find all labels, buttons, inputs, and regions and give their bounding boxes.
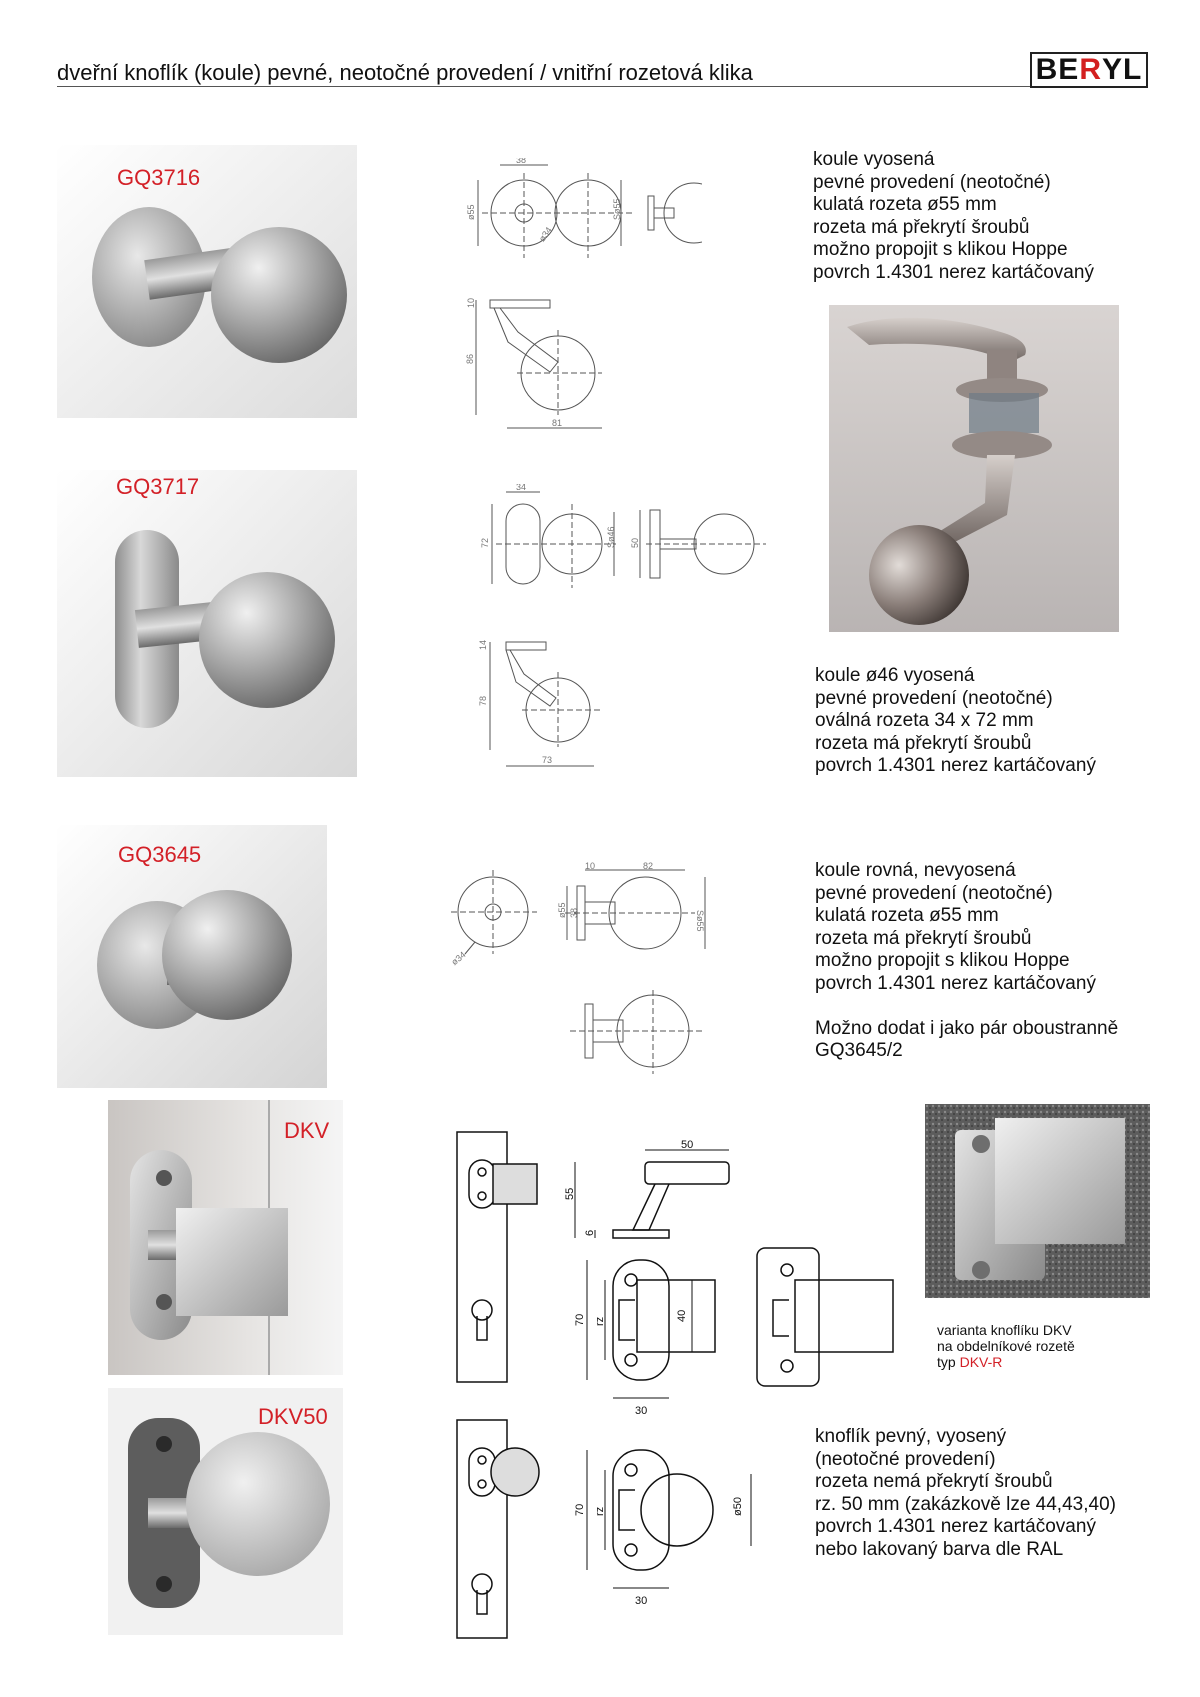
variant-note: varianta knoflíku DKV na obdelníkové rozetě typ DKV-R: [937, 1322, 1075, 1370]
description-gq3645: koule rovná, nevyosená pevné provedení (neotočné) kulatá rozeta ø55 mm rozeta má překrytí šroubů možno propojit s klikou Hoppe povrch 1.4301 nerez kartáčovaný Možno dodat i jako pár oboustranně GQ3645/2: [815, 860, 1119, 1061]
dim-base-dkv50: 30: [635, 1595, 648, 1607]
dim-rz-dkv: rz: [594, 1316, 606, 1326]
dim-rosette-dkv50: 70: [574, 1503, 586, 1516]
dim-inner-3645: 38: [569, 907, 579, 918]
product-photo-gq3716: [57, 145, 357, 418]
description-gq3717: koule ø46 vyosená pevné provedení (neotočné) oválná rozeta 34 x 72 mm rozeta má překrytí šroubů povrch 1.4301 nerez kartáčovaný: [815, 665, 1096, 776]
product-code-gq3717: GQ3717: [116, 474, 200, 499]
dim-knob-dkv: 40: [676, 1309, 688, 1322]
dim-height-3717: 72: [480, 537, 490, 548]
beryl-logo: BE R YL: [1030, 52, 1148, 88]
page-title: dveřní knoflík (koule) pevné, neotočné provedení / vnitřní rozetová klika: [57, 60, 753, 85]
dim-offset-3645: 10: [585, 862, 596, 871]
technical-drawing-gq3717-front: [476, 484, 776, 604]
product-code-gq3716: GQ3716: [117, 165, 201, 190]
technical-drawing-gq3716-front: [462, 158, 702, 268]
product-code-dkv: DKV: [284, 1118, 330, 1143]
dim-ball-3717: Sø46: [606, 526, 616, 548]
header-divider: [57, 86, 1060, 87]
dim-depth-h-3717: 78: [478, 695, 488, 706]
dim-rosette-dkv: 70: [574, 1313, 586, 1326]
product-photo-gq3717: [57, 470, 357, 777]
dim-thick-dkv: 6: [584, 1229, 596, 1236]
technical-drawing-dkv50: [455, 1418, 765, 1640]
dim-hole-3645: ø34: [449, 949, 468, 968]
dim-rosette: ø55: [466, 204, 476, 220]
dim-knob-dkv50: ø50: [732, 1497, 744, 1516]
dim-rz-dkv50: rz: [594, 1506, 606, 1516]
dim-length-3645: 82: [643, 862, 654, 871]
technical-drawing-dkv: [455, 1130, 915, 1445]
product-photo-lever-handle: [829, 305, 1119, 632]
dim-width-3717: 34: [516, 484, 527, 492]
dim-base-dkv: 30: [635, 1405, 648, 1417]
dim-height: 86: [465, 353, 475, 364]
dim-offset-3717: 14: [478, 639, 488, 650]
product-photo-dkv-r: [925, 1104, 1150, 1298]
dim-rosette-3645: ø55: [557, 902, 567, 918]
dim-width-dkv: 50: [681, 1139, 694, 1151]
technical-drawing-gq3717-side: [476, 632, 616, 782]
dim-width: 38: [516, 158, 527, 165]
dim-ball: Sø55: [612, 198, 622, 220]
product-code-gq3645: GQ3645: [118, 842, 202, 867]
description-dkv50: knoflík pevný, vyosený (neotočné provedení) rozeta nemá překrytí šroubů rz. 50 mm (zakázkově lze 44,43,40) povrch 1.4301 nerez kartáčovaný nebo lakovaný barva dle RAL: [815, 1426, 1116, 1560]
dim-ball-3645: Sø55: [695, 910, 705, 932]
dim-height-dkv: 55: [564, 1187, 576, 1200]
technical-drawing-gq3645: [445, 862, 745, 1082]
technical-drawing-gq3716-side: [462, 290, 612, 440]
dim-depth: 81: [552, 418, 563, 428]
product-code-dkv50: DKV50: [258, 1404, 328, 1429]
dim-side-3717: 50: [630, 537, 640, 548]
dim-offset: 10: [466, 297, 476, 308]
dim-hole: ø34: [536, 225, 554, 244]
description-gq3716: koule vyosená pevné provedení (neotočné) kulatá rozeta ø55 mm rozeta má překrytí šroubů možno propojit s klikou Hoppe povrch 1.4301 nerez kartáčovaný: [813, 149, 1094, 283]
dim-depth-3717: 73: [542, 755, 553, 765]
